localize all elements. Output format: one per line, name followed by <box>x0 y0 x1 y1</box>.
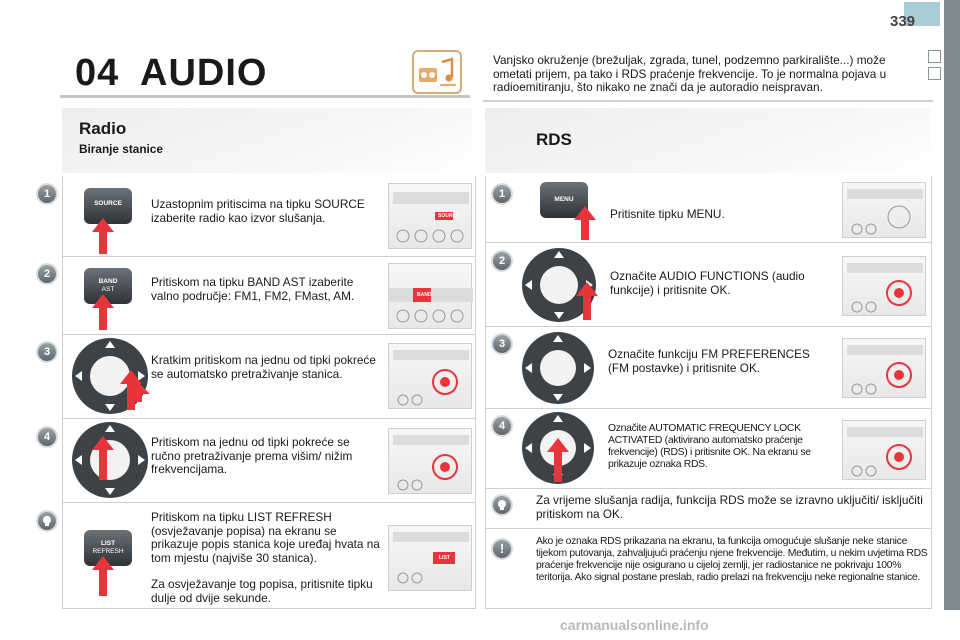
thumb-label: SOURCE <box>438 213 460 219</box>
radio-panel-thumbnail <box>842 256 926 316</box>
step-text: Uzastopnim pritiscima na tipku SOURCE izaberite radio kao izvor slušanja. <box>151 197 365 225</box>
navigation-pad-icon <box>520 330 596 406</box>
header-rule <box>60 95 470 98</box>
watermark: carmanualsonline.info <box>560 617 709 633</box>
step-badge: 1 <box>38 185 56 203</box>
side-bar <box>944 0 960 610</box>
press-arrow-icon <box>547 438 569 482</box>
chapter-number: 04 <box>75 52 120 94</box>
radio-panel-thumbnail <box>388 263 472 329</box>
button-label: SOURCE <box>94 200 122 207</box>
thumb-label: BAND <box>417 292 432 298</box>
tip-text: Pritiskom na tipku LIST REFRESH (osvježavanje popisa) na ekranu se prikazuje popis stanica koje uređaj hvata na tom mjestu (najviše 30 stanica). <box>151 510 380 565</box>
row-divider <box>62 256 476 257</box>
button-sublabel: AST <box>101 286 115 293</box>
row-divider <box>62 334 476 335</box>
row-divider <box>62 502 476 503</box>
step-text: Označite AUTOMATIC FREQUENCY LOCK ACTIVATED (aktivirano automatsko praćenje frekvencije) (RDS) i pritisnite OK. Na ekranu se prikazuje oznaka RDS. <box>608 423 811 470</box>
radio-title: Radio <box>79 119 127 138</box>
press-arrow-icon <box>92 218 114 254</box>
press-arrow-icon <box>92 294 114 330</box>
step-badge: 3 <box>38 343 56 361</box>
radio-panel-thumbnail <box>388 525 472 591</box>
step-text: Označite funkciju FM PREFERENCES (FM postavke) i pritisnite OK. <box>608 347 810 375</box>
radio-subtitle: Biranje stanice <box>79 142 163 156</box>
radio-section-header <box>62 108 472 173</box>
thumb-label: LIST <box>439 555 450 561</box>
step-text: Pritiskom na jednu od tipki pokreće se ručno pretraživanje prema višim/ nižim frekvencijama. <box>151 435 353 476</box>
radio-panel-thumbnail <box>388 428 472 494</box>
step-text: Pritisnite tipku MENU. <box>610 207 725 221</box>
radio-panel-thumbnail <box>388 183 472 249</box>
chapter-title: AUDIO <box>140 52 268 94</box>
step-text: Označite AUDIO FUNCTIONS (audio funkcije) i pritisnite OK. <box>610 269 805 297</box>
rds-note: Za vrijeme slušanja radija, funkcija RDS može se izravno uključiti/ isključiti pritiskom na OK. <box>536 493 923 521</box>
step-badge: 4 <box>38 428 56 446</box>
press-arrow-icon <box>92 556 114 596</box>
step-badge: 1 <box>493 185 511 203</box>
header-rule-right <box>483 100 933 102</box>
step-badge: 2 <box>493 252 511 270</box>
step-text: Pritiskom na tipku BAND AST izaberite valno područje: FM1, FM2, FMast, AM. <box>151 275 355 303</box>
press-arrow-icon <box>120 370 142 410</box>
audio-chapter-icon <box>412 50 462 94</box>
row-divider <box>485 242 932 243</box>
page-number: 339 <box>890 13 916 30</box>
row-divider <box>485 408 932 409</box>
radio-panel-thumbnail <box>388 343 472 409</box>
row-divider <box>485 488 932 489</box>
rds-warning: Ako je oznaka RDS prikazana na ekranu, ta funkcija omogućuje slušanje neke stanice tijekom putovanja, zahvaljujući praćenju njene frekvencije. Međutim, u nekim uvjetima RDS praćenje frekvencije nije osigurano u cijeloj zemlji, jer radiostanice ne pokrivaju 100% teritorija. Ako signal postane preslab, radio prelazi na frekvenciju neke regionalne stanice. <box>536 536 928 583</box>
row-divider <box>62 418 476 419</box>
step-badge: 4 <box>493 417 511 435</box>
radio-panel-thumbnail <box>842 338 926 398</box>
tab-square <box>928 50 941 63</box>
step-text: Kratkim pritiskom na jednu od tipki pokreće se automatsko pretraživanje stanica. <box>151 353 376 381</box>
press-arrow-icon <box>574 206 596 240</box>
button-sublabel: REFRESH <box>92 548 124 555</box>
tip-text-secondary: Za osvježavanje tog popisa, pritisnite tipku dulje od dvije sekunde. <box>151 577 373 605</box>
row-divider <box>485 528 932 529</box>
row-divider <box>485 326 932 327</box>
button-label: MENU <box>554 196 574 203</box>
rds-title: RDS <box>536 130 572 149</box>
press-arrow-icon <box>576 282 598 320</box>
button-label: LIST <box>100 540 116 547</box>
tip-lightbulb-icon <box>38 512 56 530</box>
intro-text: Vanjsko okruženje (brežuljak, zgrada, tunel, podzemno parkiralište...) može ometati prijem, pa tako i RDS praćenje frekvencije. To je normalna pojava u radioemitiranju, što nikako ne znači da je autoradio neispravan. <box>493 53 887 94</box>
radio-panel-thumbnail <box>842 182 926 238</box>
step-badge: 3 <box>493 335 511 353</box>
warning-icon: ! <box>493 540 511 558</box>
tab-square <box>928 67 941 80</box>
step-badge: 2 <box>38 265 56 283</box>
radio-panel-thumbnail <box>842 420 926 480</box>
press-arrow-icon <box>92 436 114 480</box>
button-label: BAND <box>98 278 118 285</box>
tip-lightbulb-icon <box>493 496 511 514</box>
